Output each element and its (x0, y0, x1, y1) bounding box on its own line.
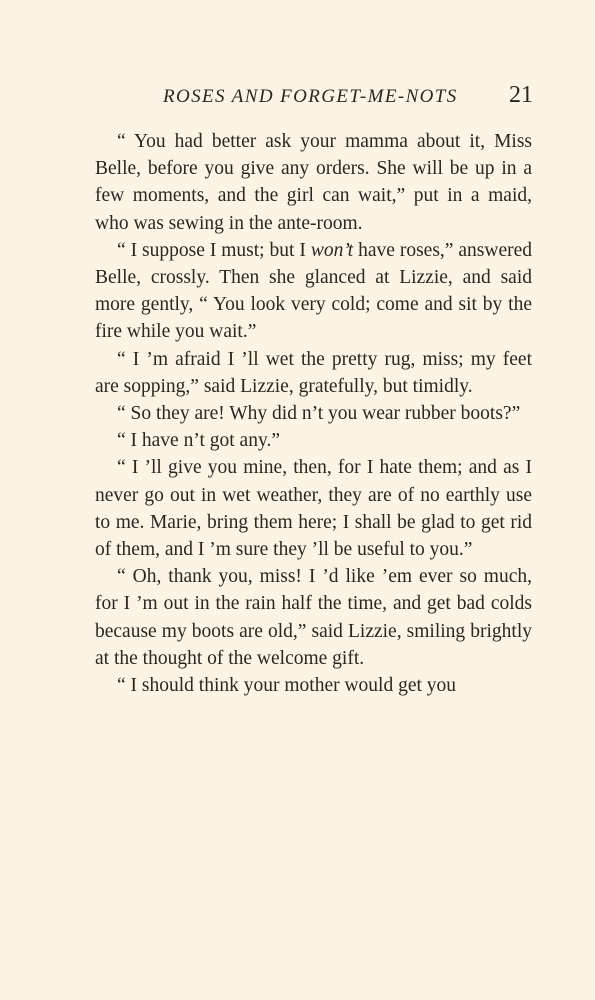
running-title: ROSES AND FORGET-ME-NOTS (163, 86, 458, 107)
text-run: “ You had better ask your mamma about it, Miss Belle, before you give any orders. She will be up in a few moments, and the girl can wait,” put in a maid, who was sewing in the ante-room. (95, 131, 532, 234)
text-run: “ I suppose I must; but I (117, 239, 311, 261)
paragraph (95, 237, 532, 346)
page-number: 21 (509, 82, 533, 108)
paragraph (95, 454, 532, 563)
running-head (163, 82, 535, 112)
paragraph (95, 400, 532, 427)
text-run: “ I ’m afraid I ’ll wet the pretty rug, miss; my feet are sopping,” said Lizzie, gratefully, but timidly. (95, 348, 532, 397)
text-run: “ I should think your mother would get you (117, 675, 457, 697)
text-run: “ Oh, thank you, miss! I ’d like ’em ever so much, for I ’m out in the rain half the time, and get bad colds because my boots are old,” said Lizzie, smiling brightly at the thought of the welcome gift. (95, 566, 532, 669)
emphasis-text: won’t (310, 239, 354, 261)
paragraph (95, 563, 532, 672)
body-text (95, 128, 532, 699)
paragraph (95, 128, 532, 237)
text-run: “ So they are! Why did n’t you wear rubber boots?” (117, 403, 521, 425)
paragraph (95, 427, 532, 454)
text-run: “ I ’ll give you mine, then, for I hate them; and as I never go out in wet weather, they are of no earthly use to me. Marie, bring them here; I shall be glad to get rid of them, and I ’m sure they ’ll be useful to you.” (95, 457, 532, 561)
text-run: “ I have n’t got any.” (117, 430, 280, 452)
paragraph (95, 672, 532, 699)
paragraph (95, 346, 532, 400)
text-run: have roses,” answered Belle, crossly. Then she glanced at Lizzie, and said more gently, “ You look very cold; come and sit by the fire while you wait.” (95, 239, 533, 343)
